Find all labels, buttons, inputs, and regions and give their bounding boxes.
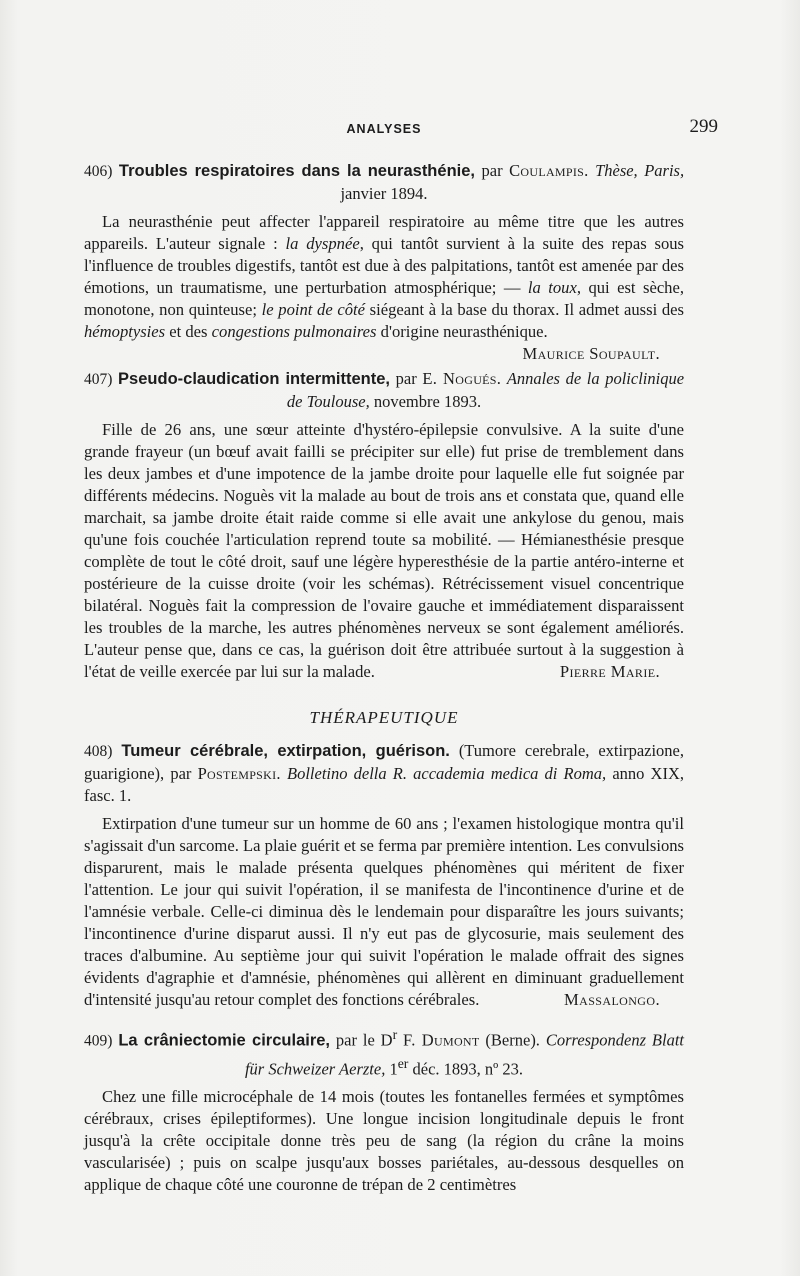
entry-by: par le D [335,1030,393,1050]
entry-source: Correspondenz Blatt für Schweizer Aerzte, [244,1030,685,1078]
entry-title: Troubles respiratoires dans la neurasthénie, [118,162,475,180]
entry-date: janvier 1894. [340,184,428,203]
body-emphasis: congestions pulmonaires [211,322,377,341]
body-emphasis: la toux [527,278,577,297]
entry-by: par [481,161,503,180]
signature: Maurice Soupault. [522,344,660,363]
body-text: Extirpation d'une tumeur sur un homme de 60 ans ; l'examen histologique montra qu'il s'agissait d'un sarcome. La plaie guérit et se ferma par première intention. Les convulsions disparurent, mais le malade présenta quelques phénomènes qui méritent de fixer l'attention. Le jour qui suivit l'opération, il se manifesta de l'incontinence d'urine et de l'amnésie verbale. Celle-ci diminua dès le lendemain pour disparaître les jours suivants; l'incontinence d'urine disparut aussi. Il n'y eut pas de glycosurie, mais seulement des traces d'albumine. Au septième jour qui suivit l'opération le malade offrait des signes évidents d'agraphie et d'amnésie, phénomènes qui allèrent en diminuant graduellement d'intensité jusqu'au retour complet des fonctions cérébrales. [84,814,684,1009]
entry-number: 407) [84,371,113,388]
entry-original-title: (Tumore cerebrale, extirpazione, guarigione), par [84,741,685,783]
entry-source: Thèse, [595,161,638,180]
entry-date: anno XIX, fasc. 1. [84,764,685,805]
entry-place: (Berne). [485,1030,540,1050]
entry-author: E. Nogués. [422,369,502,388]
entry-number: 408) [84,743,113,760]
body-text: La neurasthénie peut affecter l'appareil respiratoire au même titre que les autres appareils. L'auteur signale : [84,212,684,253]
entry-body [84,1086,684,1196]
entry-heading [84,368,684,413]
entry-date: novembre 1893. [373,392,482,411]
entry-408 [84,740,684,1011]
entry-author: Coulampis. [509,161,589,180]
entry-by: par [395,369,417,388]
body-emphasis: la dyspnée [285,234,360,253]
entry-heading [84,160,684,205]
body-text: , qui est sèche, monotone, non quinteuse; [84,278,684,319]
body-text: , qui tantôt survient à la suite des repas sous l'influence de troubles digestifs, tantôt est due à des palpitations, tantôt est amenée par des émotions, un traumatisme, une perturbation atmosphérique; — [84,234,684,297]
entry-by-sup: r [392,1027,398,1042]
entry-body [84,419,684,683]
entry-source: Annales de la policlinique de Toulouse, [286,369,685,411]
entry-title: Tumeur cérébrale, extirpation, guérison. [121,742,450,760]
entry-407 [84,368,684,683]
body-text: siégeant à la base du thorax. Il admet aussi des [365,300,684,319]
page-number: 299 [689,116,718,137]
entry-406 [84,160,684,365]
signature: Pierre Marie. [559,662,660,681]
entry-heading [84,740,684,807]
entry-author: F. Dumont [403,1030,480,1050]
entry-author: Postempski. [197,764,281,783]
entry-issue: nº 23. [484,1059,524,1078]
body-emphasis: le point de côté [261,300,366,319]
body-text: Chez une fille microcéphale de 14 mois (toutes les fontanelles fermées et symptômes cérébraux, crises épileptiformes). Une longue incision longitudinale depuis le front jusqu'à la crête occipitale donne très peu de sang (la région du crâne la moins vascularisée) ; puis on scalpe jusqu'aux bosses pariétales, au-dessous desquelles on applique de chaque côté une couronne de trépan de 2 centimètres [84,1087,684,1194]
body-text: Fille de 26 ans, une sœur atteinte d'hystéro-épilepsie convulsive. A la suite d'une grande frayeur (un bœuf avait failli se précipiter sur elle) fut prise de tremblement dans les deux jambes et d'une impotence de la jambe droite pour laquelle elle fut soignée par différents médecins. Noguès vit la malade au bout de trois ans et constata que, quand elle marchait, sa jambe droite était raide comme si elle avait une ankylose du genou, mais qu'une fois couchée l'articulation reprend toute sa mobilité. — Hémianesthésie presque complète de tout le côté droit, sauf une légère hyperesthésie de la partie antéro-interne et postérieure de la cuisse droite (voir les schémas). Rétrécissement visuel concentrique bilatéral. Noguès fait la compression de l'ovaire gauche et immédiatement disparaissent les troubles de la marche, les autres phénomènes nerveux se sont également améliorés. L'auteur pense que, dans ce cas, la guérison doit être attribuée surtout à la suggestion à l'état de veille exercée par lui sur la malade. [84,420,684,681]
running-title: ANALYSES [346,122,422,136]
body-text: d'origine neurasthénique. [376,322,548,341]
running-head [84,116,718,142]
entry-heading [84,1024,684,1080]
entry-body [84,813,684,1011]
entry-date: déc. 1893, [412,1059,481,1078]
entry-date-day: 1 [389,1059,398,1078]
entry-title: Pseudo-claudication intermittente, [118,370,390,388]
body-emphasis: hémoptysies [84,322,166,341]
section-title: THÉRAPEUTIQUE [309,708,459,727]
signature: Massalongo. [564,990,660,1009]
entry-date-sup: er [397,1055,409,1071]
body-text: et des [165,322,212,341]
entry-number: 409) [84,1032,113,1050]
entry-source-place: Paris, [644,161,685,180]
entry-number: 406) [84,163,113,180]
entry-body [84,211,684,363]
entry-409 [84,1024,684,1196]
entry-title: La crâniectomie circulaire, [118,1031,331,1050]
entry-source: Bolletino della R. accademia medica di Roma, [287,764,607,783]
